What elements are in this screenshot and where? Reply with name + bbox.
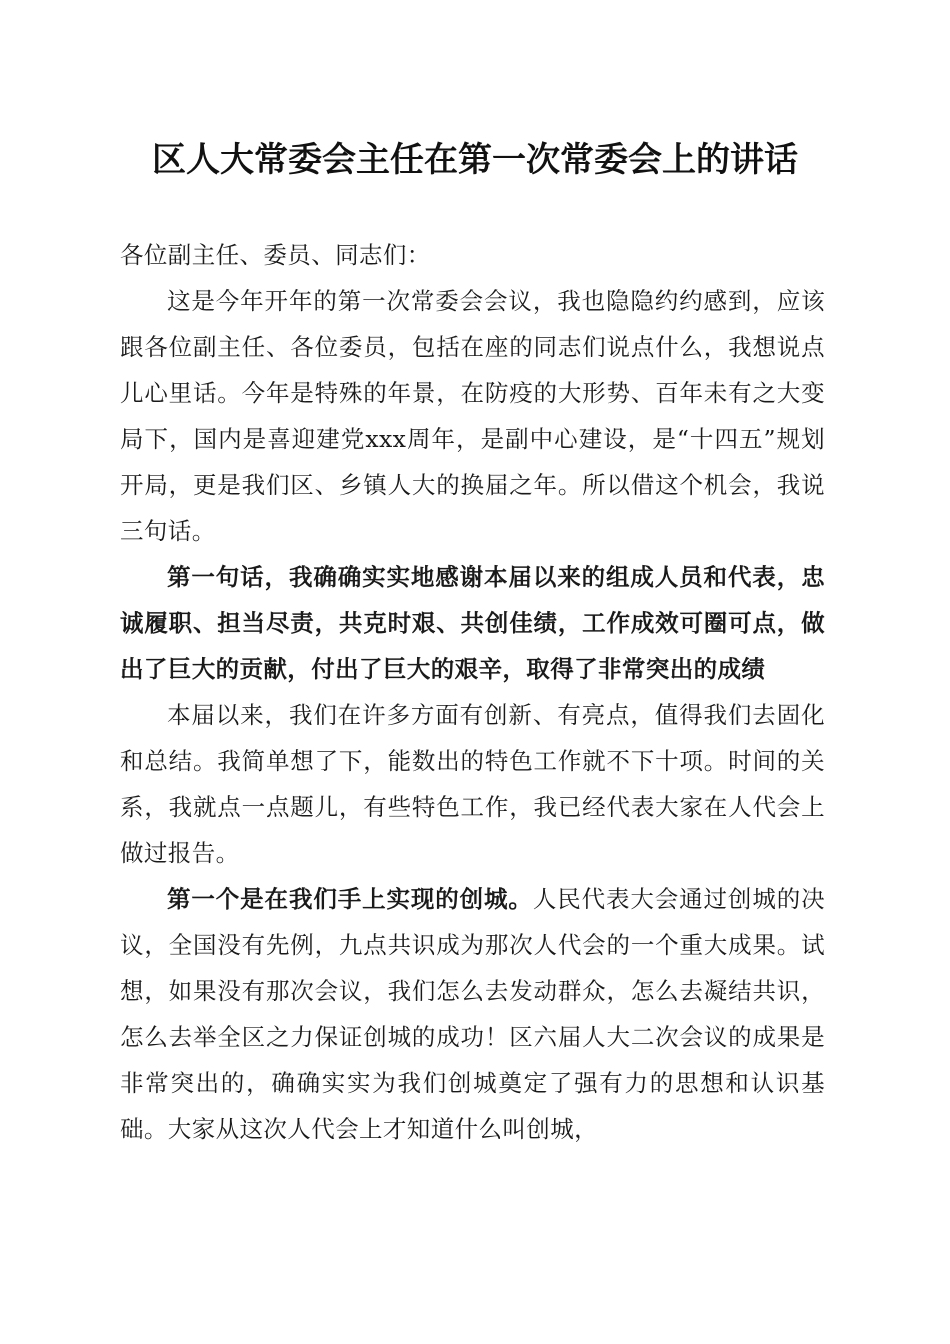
document-body <box>120 232 825 1152</box>
paragraph-chuangcheng <box>120 876 825 1152</box>
paragraph-chuangcheng-lead: 第一个是在我们手上实现的创城。 <box>167 885 533 913</box>
salutation: 各位副主任、委员、同志们： <box>120 241 431 269</box>
paragraph-achievements: 本届以来，我们在许多方面有创新、有亮点，值得我们去固化和总结。我简单想了下，能数出的特色工作就不下十项。时间的关系，我就点一点题儿，有些特色工作，我已经代表大家在人代会上做过报告。 <box>120 701 825 867</box>
paragraph-intro: 这是今年开年的第一次常委会会议，我也隐隐约约感到，应该跟各位副主任、各位委员，包括在座的同志们说点什么，我想说点儿心里话。今年是特殊的年景，在防疫的大形势、百年未有之大变局下，国内是喜迎建党xxx周年，是副中心建设，是“十四五”规划开局，更是我们区、乡镇人大的换届之年。所以借这个机会，我说三句话。 <box>120 287 825 545</box>
document-title: 区人大常委会主任在第一次常委会上的讲话 <box>152 140 798 180</box>
paragraph-chuangcheng-rest: 人民代表大会通过创城的决议，全国没有先例，九点共识成为那次人代会的一个重大成果。试想，如果没有那次会议，我们怎么去发动群众，怎么去凝结共识，怎么去举全区之力保证创城的成功！区六届人大二次会议的成果是非常突出的，确确实实为我们创城奠定了强有力的思想和认识基础。大家从这次人代会上才知道什么叫创城， <box>120 885 825 1143</box>
paragraph-first-point: 第一句话，我确确实实地感谢本届以来的组成人员和代表，忠诚履职、担当尽责，共克时艰、共创佳绩，工作成效可圈可点，做出了巨大的贡献，付出了巨大的艰辛，取得了非常突出的成绩 <box>120 563 825 683</box>
